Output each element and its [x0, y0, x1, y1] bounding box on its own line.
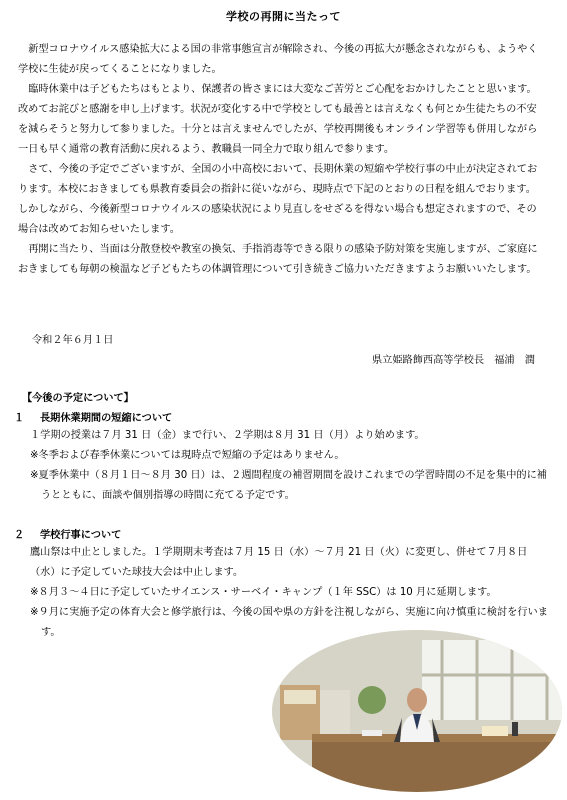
item1-note-2: ※夏季休業中（８月１日～８月 30 日）は、２週間程度の補習期間を設けこれまでの学習時間の不足を集中的に補うとともに、面談や個別指導の時間に充てる予定です。 [30, 470, 547, 501]
paragraph-3: さて、今後の予定でございますが、全国の小中高校において、長期休業の短縮や学校行事の中止が決定されております。本校におきましても県教育委員会の指針に従いながら、現時点で下記のとおりの日程を組んでおります。しかしながら、今後新型コロナウイルスの感染状況により見直しをせざるを得ない場合も想定されますので、その場合は改めてお知らせいたします。 [18, 164, 538, 235]
item2-title: 学校行事について [40, 530, 122, 541]
item2-heading [14, 526, 121, 541]
signer: 県立姫路飾西高等学校長 福浦 潤 [372, 355, 535, 366]
schedule-heading: 【今後の予定について】 [22, 393, 134, 404]
paragraph-4: 再開に当たり、当面は分散登校や教室の換気、手指消毒等できる限りの感染予防対策を実施しますが、ご家庭におきましても毎朝の検温など子どもたちの体調管理について引き続きご協力いただきますようお願いいたします。 [18, 244, 538, 275]
item1-text: １学期の授業は７月 31 日（金）まで行い、２学期は８月 31 日（月）より始めます。 [30, 430, 425, 441]
item2-text: 鷹山祭は中止としました。１学期期末考査は７月 15 日（水）～７月 21 日（火）に変更し、併せて７月８日（水）に予定していた球技大会は中止します。 [30, 547, 528, 578]
item1-note-1: ※冬季および春季休業については現時点で短縮の予定はありません。 [30, 450, 345, 461]
principal-photo [272, 630, 562, 792]
document-title: 学校の再開に当たって [226, 10, 341, 23]
item1-number: １ [14, 413, 25, 424]
photo-illustration [272, 630, 562, 792]
letter-body [18, 40, 546, 280]
issue-date: 令和２年６月１日 [32, 335, 114, 346]
item2-note-2: ※９月に実施予定の体育大会と修学旅行は、今後の国や県の方針を注視しながら、実施に向け慎重に検討を行います。 [30, 607, 548, 638]
item1-title: 長期休業期間の短縮について [40, 413, 173, 424]
paragraph-1: 新型コロナウイルス感染拡大による国の非常事態宣言が解除され、今後の再拡大が懸念されながらも、ようやく学校に生徒が戻ってくることになりました。 [18, 44, 538, 75]
paragraph-2: 臨時休業中は子どもたちはもとより、保護者の皆さまには大変なご苦労とご心配をおかけしたことと思います。改めてお詫びと感謝を申し上げます。状況が変化する中で学校としても最善とは言えなくも何とか生徒たちの不安を減らそうと努力して参りました。十分とは言えませんでしたが、学校再開後もオンライン学習等も併用しながら一日も早く通常の教育活動に戻れるよう、教職員一同全力で取り組んで参ります。 [18, 84, 538, 155]
item2-note-1: ※８月３～４日に予定していたサイエンス・サーベイ・キャンプ（１年 SSC）は 10 月に延期します。 [30, 587, 497, 598]
item2-number: ２ [14, 530, 25, 541]
item1-heading [14, 409, 172, 424]
